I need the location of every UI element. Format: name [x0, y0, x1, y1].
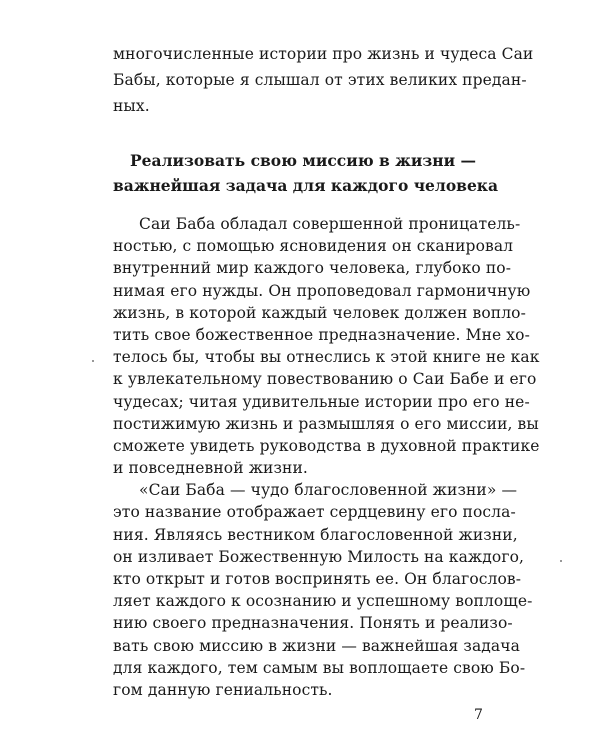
paragraph-line: гом данную гениальность. [113, 681, 333, 699]
paragraph-line: чудесах; читая удивительные истории про его не- [113, 392, 530, 411]
scan-speck [92, 360, 94, 362]
paragraph-line: сможете увидеть руководства в духовной практике [113, 436, 540, 455]
paragraph-line: постижимую жизнь и размышляя о его миссии, вы [113, 414, 539, 433]
paragraph-line: кто открыт и готов воспринять ее. Он благослов- [113, 570, 522, 589]
intro-line: ных. [113, 97, 150, 115]
paragraph-line: вать свою миссию в жизни — важнейшая задача [113, 636, 520, 655]
section-heading-line-1: Реализовать свою миссию в жизни — [130, 151, 476, 170]
paragraph-line: он изливает Божественную Милость на каждого, [113, 547, 525, 566]
paragraph-line: ния. Являясь вестником благословенной жизни, [113, 525, 518, 544]
paragraph-line: ляет каждого к осознанию и успешному воплоще- [113, 592, 533, 611]
paragraph-line: жизнь, в которой каждый человек должен вопло- [113, 303, 526, 322]
paragraph-line: и повседневной жизни. [113, 459, 308, 478]
intro-line: многочисленные истории про жизнь и чудеса Саи [113, 45, 534, 63]
paragraph-line: тить свое божественное предназначение. Мне хо- [113, 325, 530, 344]
paragraph-line: для каждого, тем самым вы воплощаете свою Бо- [113, 658, 526, 677]
paragraph-line: телось бы, чтобы вы отнеслись к этой книге не как [113, 348, 540, 367]
section-heading-line-2: важнейшая задача для каждого человека [113, 176, 499, 195]
paragraph-line: Саи Баба обладал совершенной проницатель- [139, 215, 521, 233]
intro-line: Бабы, которые я слышал от этих великих предан- [113, 71, 527, 89]
paragraph-line: нию своего предназначения. Понять и реализо- [113, 614, 513, 633]
scan-speck [560, 560, 562, 562]
paragraph-line: к увлекательному повествованию о Саи Бабе и его [113, 370, 537, 389]
paragraph-line: это название отображает сердцевину его посла- [113, 503, 516, 522]
paragraph-line: «Саи Баба — чудо благословенной жизни» — [139, 481, 518, 500]
paragraph-line: ностью, с помощью ясновидения он сканировал [113, 237, 514, 256]
page-number: 7 [474, 707, 483, 723]
paragraph-line: нимая его нужды. Он проповедовал гармоничную [113, 281, 531, 300]
paragraph-line: внутренний мир каждого человека, глубоко по- [113, 259, 512, 278]
